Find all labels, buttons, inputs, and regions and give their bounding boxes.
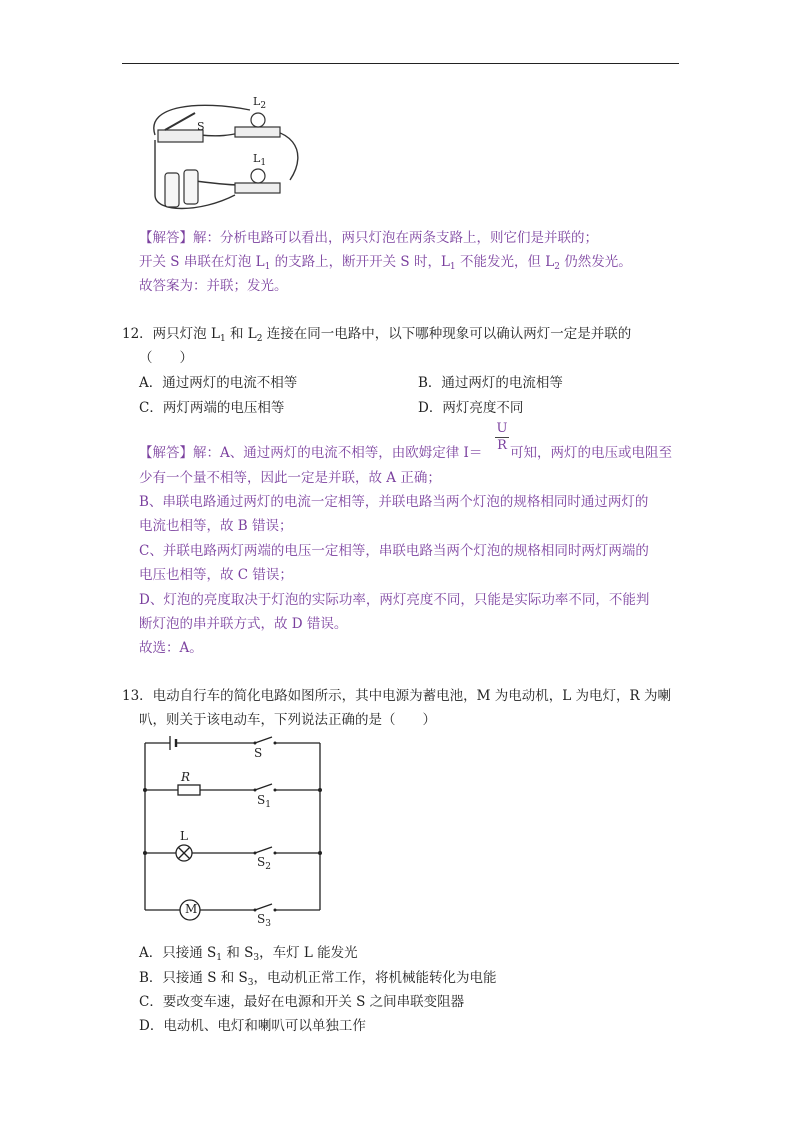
fig2-label-s2: $S_2$ — [257, 855, 271, 872]
circuit-figure-1 — [140, 95, 315, 215]
answer11-line3: 故答案为：并联；发光。 — [139, 278, 288, 294]
answer12-line8: 断灯泡的串并联方式，故 D 错误。 — [139, 616, 348, 632]
answer11-line1: 【解答】解：分析电路可以看出，两只灯泡在两条支路上，则它们是并联的； — [139, 230, 598, 246]
q12-stem-blank: （ ） — [139, 350, 193, 366]
fig2-label-s1: $S_1$ — [257, 793, 271, 810]
answer11-line2: 开关 S 串联在灯泡 $L_1$ 的支路上，断开开关 S 时，$L_1$ 不能发光，但 $L_2$ 仍然发光。 — [139, 254, 632, 272]
battery-2 — [184, 170, 198, 204]
answer12-line4: 电流也相等，故 B 错误； — [139, 518, 293, 534]
q13-stem-line1: 13．电动自行车的简化电路如图所示，其中电源为蓄电池，M 为电动机，L 为电灯，R 为喇 — [122, 688, 672, 704]
answer12-line7: D、灯泡的亮度取决于灯泡的实际功率，两灯亮度不同，只能是实际功率不同，不能判 — [139, 592, 650, 608]
answer12-line9: 故选：A。 — [139, 640, 203, 656]
bulb-l1 — [251, 169, 265, 183]
q13-stem-line2: 叭，则关于该电动车，下列说法正确的是（ ） — [139, 712, 436, 728]
fig2-label-r: R — [181, 770, 191, 784]
answer12-line1-a: 【解答】解：A、通过两灯的电流不相等，由欧姆定律 I＝ — [139, 445, 483, 461]
fig1-label-l1: $L_1$ — [253, 152, 267, 168]
q13-option-a: A．只接通 $S_1$ 和 $S_3$，车灯 L 能发光 — [139, 945, 358, 963]
answer12-line3: B、串联电路通过两灯的电流一定相等，并联电路当两个灯泡的规格相同时通过两灯的 — [139, 494, 649, 510]
battery-1 — [165, 173, 179, 207]
q13-option-b: B．只接通 S 和 $S_3$，电动机正常工作，将机械能转化为电能 — [139, 970, 497, 988]
answer12-line2: 少有一个量不相等，因此一定是并联，故 A 正确； — [139, 470, 441, 486]
fig2-label-s: S — [254, 746, 263, 760]
fig2-label-m: M — [185, 902, 198, 916]
answer12-line6: 电压也相等，故 C 错误； — [139, 567, 293, 583]
switch-lever — [165, 113, 195, 130]
answer12-line1-b: 可知，两灯的电压或电阻至 — [510, 445, 672, 461]
header-rule — [122, 63, 679, 64]
fig2-label-s3: $S_3$ — [257, 912, 271, 929]
q12-option-b: B．通过两灯的电流相等 — [418, 375, 563, 391]
q12-option-c: C．两灯两端的电压相等 — [139, 400, 285, 416]
fig1-label-l2: $L_2$ — [253, 95, 267, 111]
q12-option-d: D．两灯亮度不同 — [418, 400, 524, 416]
answer12-line5: C、并联电路两灯两端的电压一定相等，串联电路当两个灯泡的规格相同时两灯两端的 — [139, 543, 649, 559]
fig2-label-l: L — [180, 829, 188, 843]
ohm-fraction: $\frac{U}{R}$ — [496, 421, 508, 453]
q13-option-c: C．要改变车速，最好在电源和开关 S 之间串联变阻器 — [139, 994, 465, 1010]
q13-option-d: D．电动机、电灯和喇叭可以单独工作 — [139, 1018, 366, 1034]
q12-option-a: A．通过两灯的电流不相等 — [139, 375, 298, 391]
fig1-label-s: S — [197, 120, 205, 133]
circuit-figure-2 — [140, 735, 330, 930]
q12-stem: 12．两只灯泡 $L_1$ 和 $L_2$ 连接在同一电路中，以下哪种现象可以确认两灯一定是并联的 — [122, 326, 632, 344]
bulb-l2 — [251, 113, 265, 127]
